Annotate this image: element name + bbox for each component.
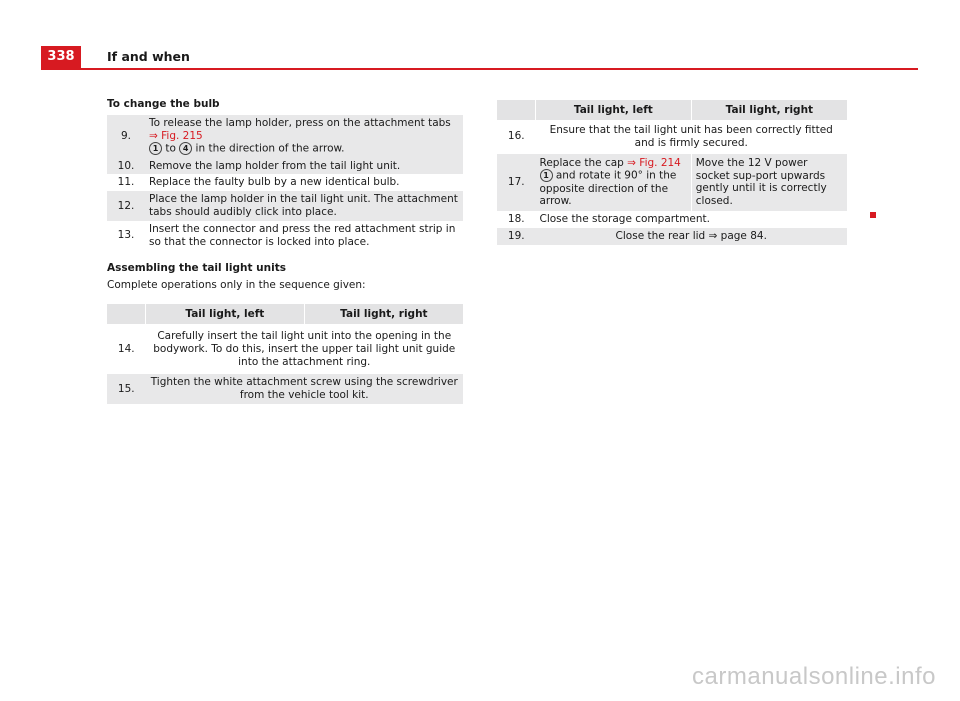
table-row: [107, 158, 463, 175]
step-text: Place the lamp holder in the tail light unit. The attachment tabs should audibly click into place.: [145, 191, 463, 221]
table-row: [107, 191, 463, 221]
step-text: Insert the connector and press the red attachment strip in so that the connector is locked into place.: [149, 222, 456, 248]
step-number: 16.: [507, 130, 525, 143]
step-text: Remove the lamp holder from the tail light unit.: [145, 158, 463, 175]
table-row: [107, 324, 463, 374]
step-number: 12.: [107, 191, 145, 221]
step-number: 11.: [117, 176, 135, 189]
callout-circle: 4: [179, 142, 192, 155]
assembly-section-title: Assembling the tail light units: [107, 262, 286, 275]
header-tail-light-right: Tail light, right: [304, 304, 463, 324]
step-text-mid: to: [162, 142, 180, 155]
right-column: [497, 100, 847, 245]
step-text: Tighten the white attachment screw using the screwdriver from the vehicle tool kit.: [146, 374, 464, 404]
step-number: 14.: [117, 342, 135, 355]
step-text: Carefully insert the tail light unit into the opening in the bodywork. To do this, insert the upper tail light unit guide into the attachment ring.: [153, 330, 456, 368]
step-text-right: Move the 12 V power socket sup-port upwards gently until it is correctly closed.: [691, 154, 847, 212]
step-text-left: [536, 154, 692, 212]
page-number: 338: [41, 46, 81, 68]
step-number: 9.: [107, 115, 145, 158]
figure-link[interactable]: ⇒ Fig. 215: [149, 129, 203, 142]
right-steps-table: [497, 100, 847, 245]
step-number: 13.: [117, 229, 135, 242]
watermark: carmanualsonline.info: [692, 662, 936, 690]
header-blank: [107, 304, 146, 324]
section-end-marker: [870, 212, 876, 218]
assembly-intro: Complete operations only in the sequence given:: [107, 279, 366, 292]
step-number: 10.: [107, 158, 145, 175]
table-row: [107, 115, 463, 158]
table-row: [497, 154, 847, 212]
bulb-section-title: To change the bulb: [107, 98, 220, 110]
table-row: [497, 228, 847, 245]
page-header: [41, 46, 918, 70]
table-row: [107, 221, 463, 251]
step-text-pre: To release the lamp holder, press on the attachment tabs: [149, 116, 451, 129]
header-tail-light-left: Tail light, left: [146, 304, 305, 324]
step-number: 19.: [497, 228, 536, 245]
table-row: [107, 374, 463, 404]
step-number: 17.: [497, 154, 536, 212]
chapter-title: If and when: [107, 49, 190, 64]
assembly-table: [107, 304, 463, 404]
table-header-row: [107, 304, 463, 324]
callout-circle: 1: [149, 142, 162, 155]
left-column: [107, 98, 463, 404]
step-text-post: in the direction of the arrow.: [192, 142, 345, 155]
step-number: 15.: [107, 374, 146, 404]
step-number: 18.: [507, 213, 525, 226]
step-text: [145, 115, 463, 158]
step-text-pre: Replace the cap: [539, 156, 628, 169]
step-text: Ensure that the tail light unit has been correctly fitted and is firmly secured.: [549, 124, 833, 149]
step-text: Close the rear lid ⇒ page 84.: [536, 228, 848, 245]
header-tail-light-left: Tail light, left: [536, 100, 692, 120]
table-row: [497, 211, 847, 228]
step-text: Close the storage compartment.: [539, 213, 710, 226]
header-tail-light-right: Tail light, right: [691, 100, 847, 120]
table-header-row: [497, 100, 847, 120]
figure-link[interactable]: ⇒ Fig. 214: [627, 156, 681, 169]
bulb-steps-table: [107, 115, 463, 251]
header-blank: [497, 100, 536, 120]
table-row: [497, 120, 847, 154]
table-row: [107, 174, 463, 191]
callout-circle: 1: [540, 169, 553, 182]
step-text-post: and rotate it 90° in the opposite direction of the arrow.: [539, 169, 677, 208]
step-text: Replace the faulty bulb by a new identical bulb.: [149, 176, 400, 189]
